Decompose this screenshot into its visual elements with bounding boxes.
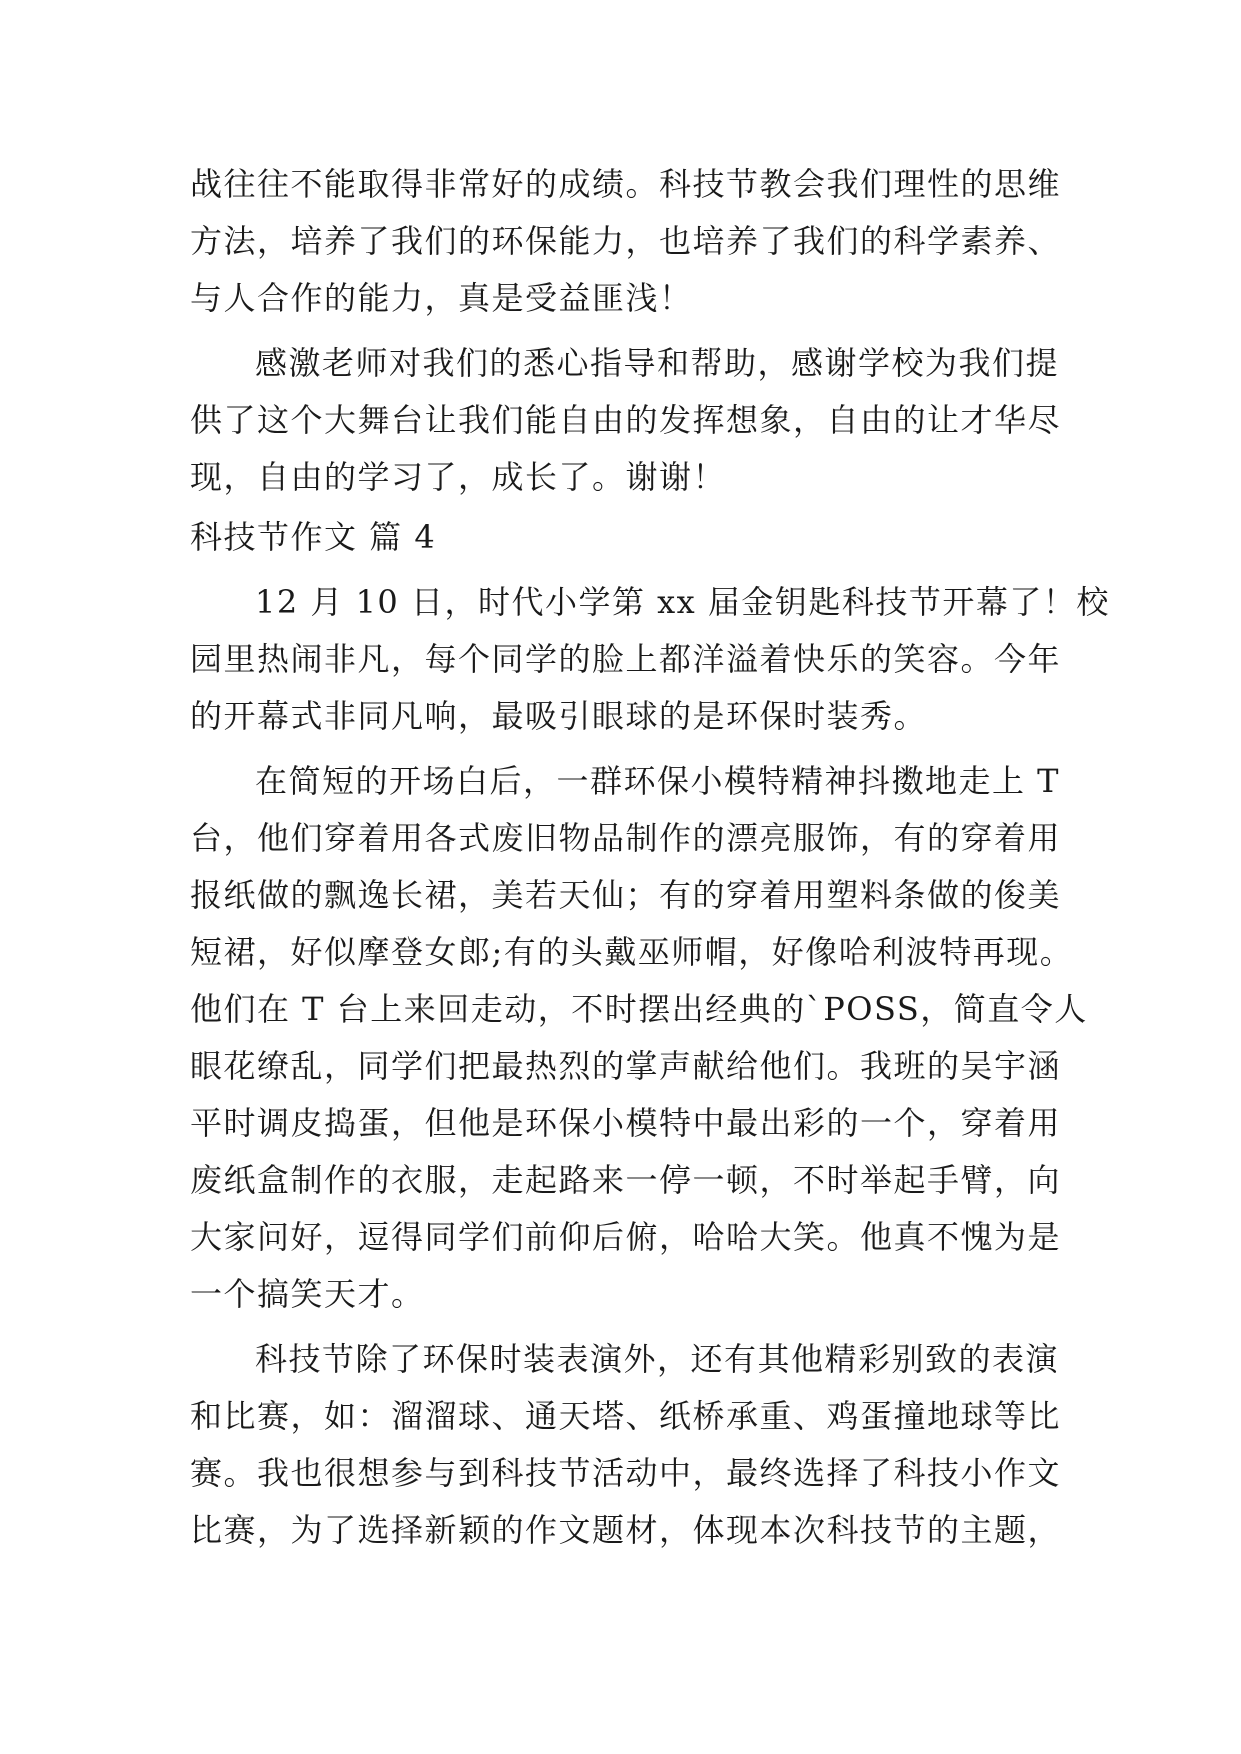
- text-line: 现，自由的学习了，成长了。谢谢！: [190, 458, 727, 496]
- text-line: 战往往不能取得非常好的成绩。科技节教会我们理性的思维: [190, 165, 1062, 203]
- text-line: 和比赛，如：溜溜球、通天塔、纸桥承重、鸡蛋撞地球等比: [190, 1397, 1062, 1435]
- text-line: 感激老师对我们的悉心指导和帮助，感谢学校为我们提: [255, 344, 1060, 382]
- text-line: 平时调皮捣蛋，但他是环保小模特中最出彩的一个，穿着用: [190, 1104, 1062, 1142]
- text-line: 方法，培养了我们的环保能力，也培养了我们的科学素养、: [190, 222, 1062, 260]
- text-line: 比赛，为了选择新颖的作文题材，体现本次科技节的主题，: [190, 1511, 1062, 1549]
- text-line: 12 月 10 日，时代小学第 xx 届金钥匙科技节开幕了！校: [255, 583, 1110, 621]
- section-title: 科技节作文 篇 4: [190, 518, 437, 556]
- text-line: 园里热闹非凡，每个同学的脸上都洋溢着快乐的笑容。今年: [190, 640, 1062, 678]
- text-line: 报纸做的飘逸长裙，美若天仙；有的穿着用塑料条做的俊美: [190, 876, 1062, 914]
- text-line: 大家问好，逗得同学们前仰后俯，哈哈大笑。他真不愧为是: [190, 1218, 1062, 1256]
- text-line: 废纸盒制作的衣服，走起路来一停一顿，不时举起手臂，向: [190, 1161, 1062, 1199]
- text-line: 供了这个大舞台让我们能自由的发挥想象，自由的让才华尽: [190, 401, 1062, 439]
- text-line: 在简短的开场白后，一群环保小模特精神抖擞地走上 T: [255, 762, 1061, 800]
- text-line: 与人合作的能力，真是受益匪浅！: [190, 279, 693, 317]
- text-line: 眼花缭乱，同学们把最热烈的掌声献给他们。我班的吴宇涵: [190, 1047, 1062, 1085]
- text-line: 赛。我也很想参与到科技节活动中，最终选择了科技小作文: [190, 1454, 1062, 1492]
- text-line: 的开幕式非同凡响，最吸引眼球的是环保时装秀。: [190, 697, 928, 735]
- text-line: 短裙，好似摩登女郎;有的头戴巫师帽，好像哈利波特再现。: [190, 933, 1074, 971]
- text-line: 一个搞笑天才。: [190, 1275, 425, 1313]
- text-line: 他们在 T 台上来回走动，不时摆出经典的`POSS，简直令人: [190, 990, 1088, 1028]
- text-line: 台，他们穿着用各式废旧物品制作的漂亮服饰，有的穿着用: [190, 819, 1062, 857]
- text-line: 科技节除了环保时装表演外，还有其他精彩别致的表演: [255, 1340, 1060, 1378]
